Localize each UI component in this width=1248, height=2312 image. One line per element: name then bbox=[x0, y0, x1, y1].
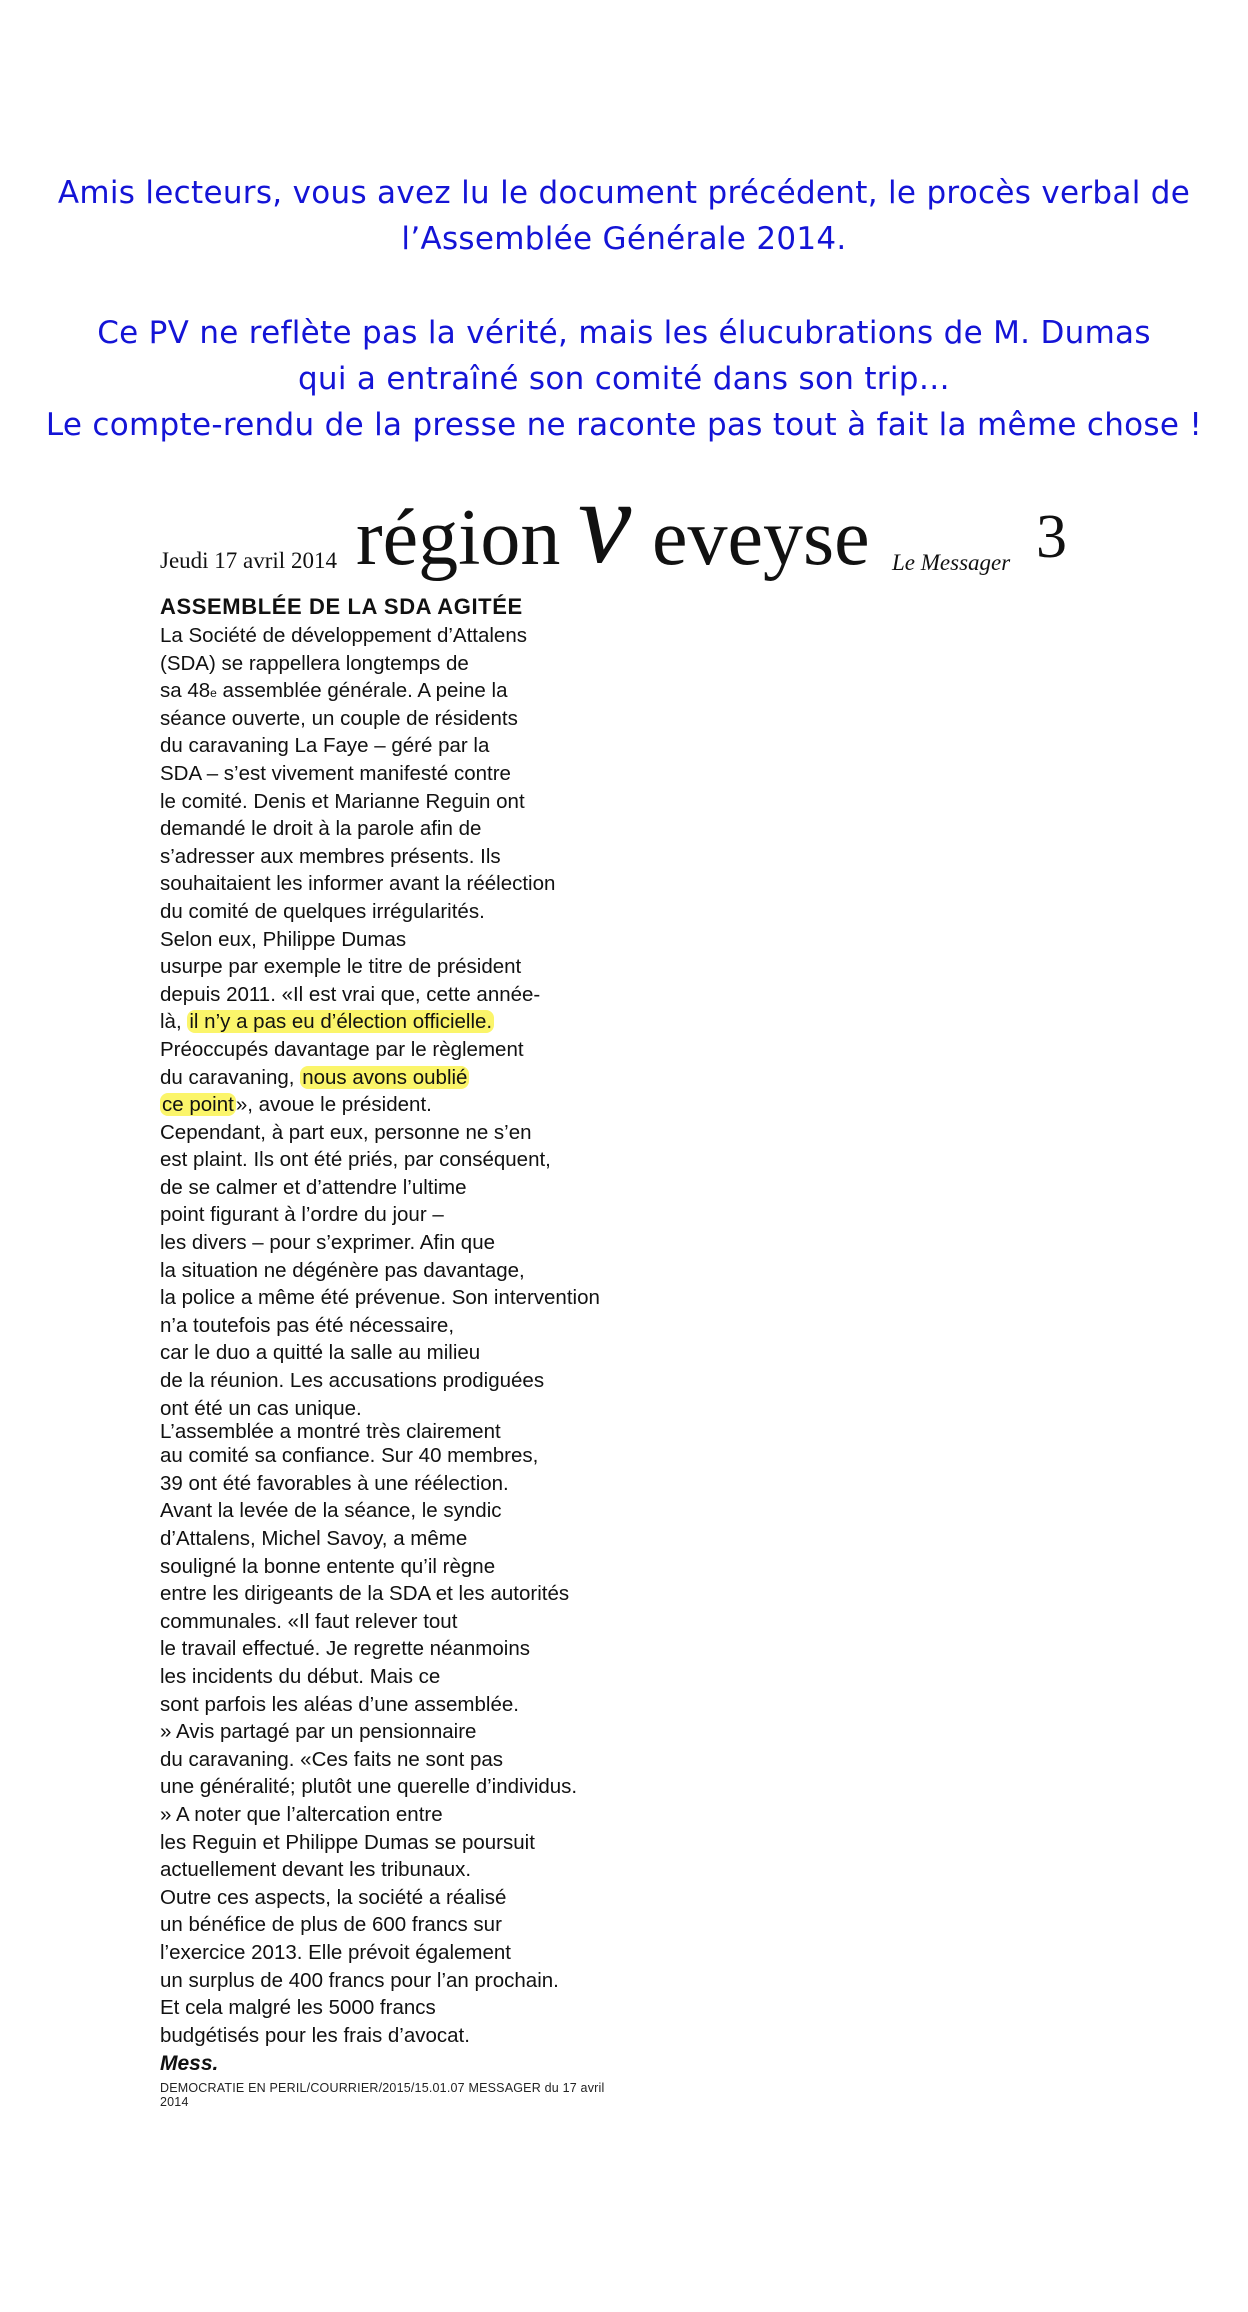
newspaper-masthead bbox=[160, 455, 1080, 600]
article-line: ce point», avoue le président. bbox=[162, 1093, 432, 1117]
article-line: du caravaning. «Ces faits ne sont pas bbox=[160, 1747, 504, 1771]
article-line: souhaitaient les informer avant la réélection bbox=[160, 872, 556, 896]
intro-line: Ce PV ne reflète pas la vérité, mais les élucubrations de M. Dumas bbox=[97, 315, 1151, 351]
highlighted-text: ce point bbox=[162, 1093, 234, 1117]
masthead-eveyse: eveyse bbox=[652, 494, 870, 582]
intro-line: qui a entraîné son comité dans son trip… bbox=[297, 361, 951, 397]
article-line: Selon eux, Philippe Dumas bbox=[160, 927, 407, 951]
article-line: l’exercice 2013. Elle prévoit également bbox=[160, 1940, 511, 1964]
article-line: du caravaning La Faye – géré par la bbox=[160, 734, 490, 758]
article-line: est plaint. Ils ont été priés, par conséquent, bbox=[160, 1148, 551, 1172]
article-line: entre les dirigeants de la SDA et les autorités bbox=[160, 1582, 570, 1606]
article-line: L’assemblée a montré très clairement bbox=[160, 1420, 501, 1444]
masthead-paper-name: Le Messager bbox=[892, 550, 1011, 575]
article-line: un bénéfice de plus de 600 francs sur bbox=[160, 1913, 502, 1937]
article-line: un surplus de 400 francs pour l’an prochain. bbox=[160, 1968, 559, 1992]
intro-line: Le compte-rendu de la presse ne raconte pas tout à fait la même chose ! bbox=[45, 407, 1203, 443]
article-line: usurpe par exemple le titre de président bbox=[160, 955, 522, 979]
article-line: Outre ces aspects, la société a réalisé bbox=[160, 1885, 507, 1909]
article-line: la situation ne dégénère pas davantage, bbox=[160, 1258, 525, 1282]
article-line: » A noter que l’altercation entre bbox=[160, 1802, 443, 1826]
intro-line: l’Assemblée Générale 2014. bbox=[401, 221, 847, 257]
masthead-date: Jeudi 17 avril 2014 bbox=[160, 548, 337, 573]
masthead-page-number: 3 bbox=[1036, 503, 1067, 571]
article-line: actuellement devant les tribunaux. bbox=[160, 1858, 472, 1882]
article-line: » Avis partagé par un pensionnaire bbox=[160, 1720, 477, 1744]
intro-line: Amis lecteurs, vous avez lu le document précédent, le procès verbal de bbox=[57, 175, 1191, 211]
article-title: ASSEMBLÉE DE LA SDA AGITÉE bbox=[160, 594, 523, 619]
article-body bbox=[160, 622, 620, 2049]
masthead-region: région bbox=[356, 494, 561, 582]
article-line: de se calmer et d’attendre l’ultime bbox=[160, 1175, 467, 1199]
article-line: au comité sa confiance. Sur 40 membres, bbox=[160, 1444, 539, 1468]
highlighted-text: il n’y a pas eu d’élection officielle. bbox=[189, 1010, 493, 1034]
article-line: les incidents du début. Mais ce bbox=[160, 1664, 441, 1688]
article-line: ont été un cas unique. bbox=[160, 1396, 362, 1420]
article-line: la police a même été prévenue. Son intervention bbox=[160, 1286, 600, 1310]
article-line: Préoccupés davantage par le règlement bbox=[160, 1037, 524, 1061]
article-line: depuis 2011. «Il est vrai que, cette année- bbox=[160, 982, 541, 1006]
article-line: les divers – pour s’exprimer. Afin que bbox=[160, 1231, 495, 1255]
article-line: budgétisés pour les frais d’avocat. bbox=[160, 2023, 470, 2047]
article-line: n’a toutefois pas été nécessaire, bbox=[160, 1313, 455, 1337]
article-line: 39 ont été favorables à une réélection. bbox=[160, 1471, 509, 1495]
article-line: point figurant à l’ordre du jour – bbox=[160, 1203, 444, 1227]
article-line: La Société de développement d’Attalens bbox=[160, 624, 527, 647]
article-line: sa 48e assemblée générale. A peine la bbox=[160, 679, 508, 703]
article-line: demandé le droit à la parole afin de bbox=[160, 817, 482, 841]
article-line: de la réunion. Les accusations prodiguées bbox=[160, 1369, 545, 1393]
article-line: là, il n’y a pas eu d’élection officielle. bbox=[160, 1010, 493, 1034]
article-line: souligné la bonne entente qu’il règne bbox=[160, 1554, 496, 1578]
article-signoff: Mess. bbox=[160, 2052, 219, 2076]
article-line: sont parfois les aléas d’une assemblée. bbox=[160, 1692, 519, 1716]
intro-paragraph-2 bbox=[0, 310, 1248, 448]
highlighted-text: nous avons oublié bbox=[302, 1065, 468, 1089]
article-line: du comité de quelques irrégularités. bbox=[160, 899, 485, 923]
article-line: séance ouverte, un couple de résidents bbox=[160, 706, 518, 730]
article-line: Cependant, à part eux, personne ne s’en bbox=[160, 1120, 532, 1144]
article-line: communales. «Il faut relever tout bbox=[160, 1609, 458, 1633]
newspaper-article bbox=[160, 592, 620, 2109]
article-line: les Reguin et Philippe Dumas se poursuit bbox=[160, 1830, 535, 1854]
article-line: Et cela malgré les 5000 francs bbox=[160, 1996, 436, 2020]
source-reference: DEMOCRATIE EN PERIL/COURRIER/2015/15.01.07 MESSAGER du 17 avril 2014 bbox=[160, 2081, 605, 2110]
article-line: le comité. Denis et Marianne Reguin ont bbox=[160, 789, 525, 813]
article-line: Avant la levée de la séance, le syndic bbox=[160, 1499, 502, 1523]
article-line: le travail effectué. Je regrette néanmoins bbox=[160, 1637, 530, 1661]
masthead-v-letter: v bbox=[578, 455, 632, 588]
article-line: d’Attalens, Michel Savoy, a même bbox=[160, 1527, 468, 1550]
article-line: une généralité; plutôt une querelle d’individus. bbox=[160, 1775, 578, 1799]
article-line: s’adresser aux membres présents. Ils bbox=[160, 844, 501, 868]
article-line: (SDA) se rappellera longtemps de bbox=[160, 651, 469, 675]
article-line: du caravaning, nous avons oublié bbox=[160, 1065, 468, 1089]
article-line: SDA – s’est vivement manifesté contre bbox=[160, 761, 511, 785]
intro-paragraph-1 bbox=[0, 170, 1248, 262]
article-line: car le duo a quitté la salle au milieu bbox=[160, 1341, 481, 1365]
